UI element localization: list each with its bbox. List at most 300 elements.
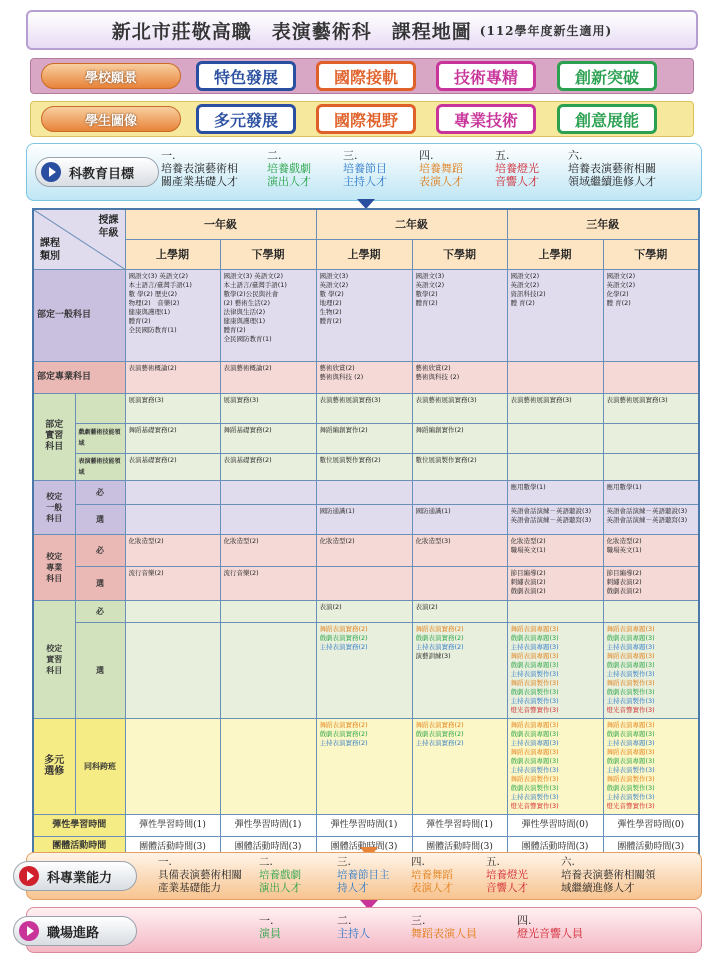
goal-line: 領域繼續進修人才 <box>568 175 656 188</box>
goal-line: 培養表演藝術相關領 <box>561 869 656 881</box>
course-item: 表演藝術展演實務(3) <box>510 395 572 404</box>
course-cell <box>125 453 220 480</box>
course-item: 藝術與科技 (2) <box>319 372 364 381</box>
course-item: 藝術與科技 (2) <box>415 372 460 381</box>
course-cell <box>125 622 220 718</box>
goal-num: 五. <box>495 149 510 162</box>
semester-header: 下學期 <box>603 239 699 269</box>
vision-item <box>436 61 536 91</box>
category-label <box>75 393 125 423</box>
course-item: 表演基礎實務(2) <box>128 455 177 464</box>
course-cell <box>316 480 412 504</box>
goal-item <box>158 856 242 895</box>
category-label: 必 <box>75 600 125 622</box>
course-cell <box>507 534 603 566</box>
course-cell <box>603 504 699 534</box>
course-item: 舞蹈表演專題(3) <box>510 747 559 756</box>
goal-line: 培養節目 <box>343 162 387 175</box>
time-cell: 團體活動時間(3) <box>125 836 220 858</box>
course-item: 化妝造型(2) <box>319 536 355 545</box>
time-cell: 彈性學習時間(1) <box>316 814 412 836</box>
goal-item <box>259 856 301 895</box>
vision-item-text: 技術專精 <box>453 67 518 87</box>
student-item <box>196 104 296 134</box>
goal-item <box>337 856 390 895</box>
goal-line: 產業基礎能力 <box>158 882 221 894</box>
vision-item <box>316 61 416 91</box>
goal-num: 一. <box>158 856 172 868</box>
course-item: 英語會話演練－英語聽說(3) <box>510 506 592 515</box>
course-item: 主持表演專題(3) <box>510 738 559 747</box>
goal-line: 域繼續進修人才 <box>561 882 635 894</box>
course-item: 舞蹈表演專題(3) <box>510 720 559 729</box>
career-text: 主持人 <box>337 927 370 940</box>
course-item: 英語文(2) <box>415 280 445 289</box>
course-item: 戲劇表演實務(2) <box>415 633 464 642</box>
course-cell <box>125 504 220 534</box>
time-cell: 彈性學習時間(1) <box>125 814 220 836</box>
semester-header: 下學期 <box>412 239 507 269</box>
career-item <box>259 914 281 940</box>
title-main: 新北市莊敬高職 表演藝術科 課程地圖 <box>111 20 472 43</box>
course-cell <box>316 393 412 423</box>
course-cell <box>220 718 316 814</box>
professional-ability-panel <box>26 852 702 900</box>
course-cell <box>125 393 220 423</box>
category-label: 部定實習科目 <box>33 393 75 480</box>
course-item: 戲劇表演專題(3) <box>510 633 559 642</box>
goal-line: 表演人才 <box>411 882 453 894</box>
goal-item <box>495 149 539 188</box>
course-item: 國防通識(1) <box>415 506 451 515</box>
course-item: 戲劇表演製作(3) <box>606 783 655 792</box>
education-goals-label <box>35 157 159 187</box>
ability-label-text: 科專業能力 <box>47 870 113 886</box>
goal-line: 培養舞蹈 <box>411 869 453 881</box>
school-vision-row <box>30 58 694 94</box>
career-item <box>337 914 370 940</box>
course-item: 戲劇表演實務(2) <box>319 633 368 642</box>
course-item: 燈光音響實作(3) <box>606 801 655 810</box>
goal-num: 四. <box>419 149 434 162</box>
course-item: 舞蹈表演實務(2) <box>319 720 368 729</box>
course-item: 表演藝術展演實務(3) <box>606 395 668 404</box>
goal-num: 三. <box>337 856 351 868</box>
goal-line: 音響人才 <box>486 882 528 894</box>
course-cell <box>316 423 412 453</box>
course-cell <box>412 622 507 718</box>
course-item: 戲劇表演製作(3) <box>606 687 655 696</box>
course-cell <box>220 566 316 600</box>
course-cell <box>412 504 507 534</box>
course-item: 體育(2) <box>128 316 151 325</box>
course-cell <box>507 453 603 480</box>
semester-header: 上學期 <box>125 239 220 269</box>
course-item: 化妝造型(2) <box>223 536 259 545</box>
goal-line: 培養戲劇 <box>267 162 311 175</box>
goal-item <box>568 149 656 188</box>
course-item: 舞蹈基礎實務(2) <box>223 425 272 434</box>
course-item: 主持表演製作(3) <box>606 792 655 801</box>
course-item: 戲劇表演實務(2) <box>415 729 464 738</box>
course-cell <box>507 504 603 534</box>
course-item: 地理(2) <box>319 298 342 307</box>
career-num: 二. <box>337 914 352 927</box>
course-cell <box>412 393 507 423</box>
course-item: 國防通識(1) <box>319 506 355 515</box>
category-label: 彈性學習時間 <box>33 814 125 836</box>
course-item: 流行音樂(2) <box>223 568 259 577</box>
course-item: 職場英文(1) <box>510 545 546 554</box>
course-cell <box>412 566 507 600</box>
course-item: 數位展演製作實務(2) <box>319 455 381 464</box>
course-cell <box>220 393 316 423</box>
student-item-text: 國際視野 <box>333 110 398 130</box>
course-cell <box>603 269 699 361</box>
course-item: 體 育(2) <box>510 298 535 307</box>
goal-num: 六. <box>561 856 575 868</box>
course-item: 表演(2) <box>415 602 438 611</box>
category-label: 校定實習科目 <box>33 600 75 718</box>
course-item: 體育(2) <box>415 298 438 307</box>
curriculum-table <box>32 208 700 859</box>
career-item <box>517 914 583 940</box>
category-label: 部定專業科目 <box>33 361 125 393</box>
course-item: 化學(2) <box>606 289 629 298</box>
student-item-text: 多元發展 <box>213 110 278 130</box>
goal-line: 表演人才 <box>419 175 463 188</box>
course-cell <box>412 361 507 393</box>
course-item: 體育(2) <box>223 325 246 334</box>
course-item: 生物(2) <box>319 307 342 316</box>
category-label: 多元選修 <box>33 718 75 814</box>
course-cell <box>316 718 412 814</box>
time-cell: 團體活動時間(3) <box>507 836 603 858</box>
semester-header: 上學期 <box>316 239 412 269</box>
course-item: 數位展演製作實務(2) <box>415 455 477 464</box>
course-item: 燈光音響實作(3) <box>510 801 559 810</box>
table-corner <box>33 209 125 269</box>
course-item: 舞蹈編創實作(2) <box>415 425 464 434</box>
time-cell: 團體活動時間(3) <box>316 836 412 858</box>
vision-item <box>196 61 296 91</box>
course-cell <box>125 423 220 453</box>
course-item: 化妝造型(3) <box>415 536 451 545</box>
goal-line: 持人才 <box>337 882 369 894</box>
course-item: 舞蹈表演實務(2) <box>319 624 368 633</box>
goal-line: 培養節目主 <box>337 869 390 881</box>
course-item: 化妝造型(2) <box>606 536 642 545</box>
course-item: 主持表演製作(3) <box>510 696 559 705</box>
course-item: 刺繡表演(2) <box>606 577 642 586</box>
goal-item <box>486 856 528 895</box>
course-cell <box>412 534 507 566</box>
course-cell <box>412 480 507 504</box>
category-label: 校定專業科目 <box>33 534 75 600</box>
course-item: 戲劇表演專題(3) <box>510 729 559 738</box>
course-item: 戲劇表演專題(3) <box>606 660 655 669</box>
course-cell <box>125 534 220 566</box>
course-cell <box>603 393 699 423</box>
professional-ability-label <box>13 861 137 891</box>
course-item: 舞蹈基礎實務(2) <box>128 425 177 434</box>
vision-item-text: 創新突破 <box>574 67 639 87</box>
course-item: 數 學(2) <box>319 289 344 298</box>
goal-item <box>343 149 387 188</box>
course-item: 燈光音響實作(3) <box>606 705 655 714</box>
course-item: 戲劇表演製作(3) <box>510 783 559 792</box>
course-item: 全民國防教育(1) <box>223 334 272 343</box>
career-num: 四. <box>517 914 532 927</box>
course-cell <box>507 269 603 361</box>
play-icon <box>19 921 39 941</box>
course-cell <box>125 718 220 814</box>
course-item: 舞蹈表演專題(3) <box>510 651 559 660</box>
time-cell: 彈性學習時間(0) <box>603 814 699 836</box>
course-cell <box>220 480 316 504</box>
course-item: 主持表演製作(3) <box>510 669 559 678</box>
career-path-panel <box>26 907 702 953</box>
corner-left1: 課程 <box>40 237 60 249</box>
course-cell <box>220 534 316 566</box>
goal-line: 關產業基礎人才 <box>161 175 238 188</box>
course-item: 主持表演專題(3) <box>606 738 655 747</box>
goal-num: 四. <box>411 856 425 868</box>
course-cell <box>507 622 603 718</box>
year-header: 三年級 <box>507 209 699 239</box>
course-cell <box>220 361 316 393</box>
corner-top1: 授課 <box>98 215 119 226</box>
course-cell <box>316 600 412 622</box>
course-item: 應用數學(1) <box>606 482 642 491</box>
category-label: 表演藝術技能領域 <box>75 453 125 480</box>
course-item: 舞蹈表演專題(3) <box>606 720 655 729</box>
course-cell <box>316 622 412 718</box>
course-cell <box>316 504 412 534</box>
course-item: 主持表演製作(3) <box>510 765 559 774</box>
goal-num: 三. <box>343 149 358 162</box>
student-item <box>436 104 536 134</box>
category-label: 同科跨班 <box>75 718 125 814</box>
goal-num: 六. <box>568 149 583 162</box>
course-item: 英語會話演練－英語聽寫(3) <box>510 515 592 524</box>
course-item: 英語會話演練－英語聽寫(3) <box>606 515 688 524</box>
course-cell <box>125 480 220 504</box>
category-label: 必 <box>75 534 125 566</box>
course-cell <box>316 269 412 361</box>
course-cell <box>316 453 412 480</box>
goal-line: 主持人才 <box>343 175 387 188</box>
school-vision-label: 學校願景 <box>41 63 181 89</box>
course-item: 舞蹈表演專題(3) <box>510 624 559 633</box>
course-item: 展演實務(3) <box>223 395 259 404</box>
course-item: 本土語言/臺灣手語(1) <box>128 280 192 289</box>
career-num: 一. <box>259 914 274 927</box>
course-cell <box>603 453 699 480</box>
course-cell <box>220 269 316 361</box>
page-title <box>26 10 698 50</box>
course-cell <box>507 393 603 423</box>
course-item: 舞蹈表演實務(2) <box>415 624 464 633</box>
course-item: 國語文(2) <box>510 271 540 280</box>
year-header: 一年級 <box>125 209 316 239</box>
course-item: 英語文(2) <box>606 280 636 289</box>
course-item: 英語文(2) <box>319 280 349 289</box>
semester-header: 下學期 <box>220 239 316 269</box>
course-item: 戲劇表演專題(3) <box>606 633 655 642</box>
goal-item <box>161 149 238 188</box>
course-item: 主持表演專題(3) <box>606 642 655 651</box>
career-path-label <box>13 916 137 946</box>
course-item: 健康與護理(1) <box>128 307 171 316</box>
student-item <box>316 104 416 134</box>
career-text: 舞蹈表演人員 <box>411 927 477 940</box>
goal-num: 五. <box>486 856 500 868</box>
course-item: 戲劇表演專題(3) <box>606 756 655 765</box>
time-cell: 團體活動時間(3) <box>220 836 316 858</box>
course-item: 展演實務(3) <box>128 395 164 404</box>
category-label: 校定一般科目 <box>33 480 75 534</box>
course-cell <box>316 534 412 566</box>
course-item: 主持表演實務(2) <box>319 738 368 747</box>
course-item: 健康與護理(1) <box>223 316 266 325</box>
course-cell <box>507 566 603 600</box>
goal-item <box>267 149 311 188</box>
course-cell <box>220 423 316 453</box>
year-header: 二年級 <box>316 209 507 239</box>
goal-line: 培養表演藝術相關 <box>568 162 656 175</box>
course-item: 表演藝術展演實務(3) <box>415 395 477 404</box>
course-item: 化妝造型(2) <box>510 536 546 545</box>
course-item: 藝術欣賞(2) <box>415 363 451 372</box>
career-item <box>411 914 477 940</box>
course-item: 表演基礎實務(2) <box>223 455 272 464</box>
course-cell <box>507 480 603 504</box>
goal-line: 培養表演藝術相 <box>161 162 238 175</box>
course-cell <box>603 480 699 504</box>
course-cell <box>220 622 316 718</box>
course-item: 主持表演實務(2) <box>415 738 464 747</box>
student-portrait-row <box>30 101 694 137</box>
category-label: 選 <box>75 622 125 718</box>
career-num: 三. <box>411 914 426 927</box>
course-item: 舞蹈編創實作(2) <box>319 425 368 434</box>
course-cell <box>603 600 699 622</box>
goal-num: 一. <box>161 149 176 162</box>
title-note: (112學年度新生適用) <box>479 23 613 38</box>
course-item: 數學(2)公民與社會 <box>223 289 279 298</box>
course-item: 全民國防教育(1) <box>128 325 177 334</box>
time-cell: 彈性學習時間(1) <box>412 814 507 836</box>
course-item: 燈光音響實作(3) <box>510 705 559 714</box>
goal-line: 演出人才 <box>267 175 311 188</box>
course-item: 資訊科技(2) <box>510 289 546 298</box>
course-item: 藝術欣賞(2) <box>319 363 355 372</box>
course-item: 戲劇表演專題(3) <box>606 729 655 738</box>
course-item: 舞蹈表演專題(3) <box>606 624 655 633</box>
course-item: 舞蹈表演製作(3) <box>510 678 559 687</box>
course-item: 主持表演製作(3) <box>606 669 655 678</box>
career-label-text: 職場進路 <box>47 925 100 941</box>
course-item: 舞蹈表演製作(3) <box>510 774 559 783</box>
course-cell <box>603 622 699 718</box>
course-item: 表演藝術展演實務(3) <box>319 395 381 404</box>
course-item: (2) 藝術生活(2) <box>223 298 270 307</box>
goal-line: 音響人才 <box>495 175 539 188</box>
course-item: 數 學(2) 歷史(2) <box>128 289 178 298</box>
course-item: 舞蹈表演製作(3) <box>606 678 655 687</box>
course-item: 舞蹈表演實務(2) <box>415 720 464 729</box>
semester-header: 上學期 <box>507 239 603 269</box>
course-item: 職場英文(1) <box>606 545 642 554</box>
category-label: 必 <box>75 480 125 504</box>
course-item: 國語文(3) <box>319 271 349 280</box>
course-item: 戲劇表演專題(3) <box>510 756 559 765</box>
career-text: 燈光音響人員 <box>517 927 583 940</box>
course-item: 國語文(2) <box>606 271 636 280</box>
course-cell <box>412 600 507 622</box>
goal-line: 培養戲劇 <box>259 869 301 881</box>
corner-top2: 年級 <box>98 228 119 239</box>
course-item: 舞蹈表演製作(3) <box>606 774 655 783</box>
course-item: 本土語言/臺灣手語(1) <box>223 280 287 289</box>
goal-line: 培養燈光 <box>486 869 528 881</box>
category-label: 戲劇藝術技能領域 <box>75 423 125 453</box>
course-item: 主持表演專題(3) <box>510 642 559 651</box>
course-item: 應用數學(1) <box>510 482 546 491</box>
course-item: 英語文(2) <box>510 280 540 289</box>
course-cell <box>125 269 220 361</box>
course-cell <box>220 600 316 622</box>
student-item <box>557 104 657 134</box>
course-item: 戲劇表演(2) <box>510 586 546 595</box>
vision-item-text: 國際接軌 <box>333 67 398 87</box>
category-label: 選 <box>75 504 125 534</box>
time-cell: 團體活動時間(3) <box>603 836 699 858</box>
course-cell <box>412 718 507 814</box>
course-item: 表演(2) <box>319 602 342 611</box>
vision-item-text: 特色發展 <box>213 67 278 87</box>
course-item: 流行音樂(2) <box>128 568 164 577</box>
course-item: 主持表演實務(2) <box>319 642 368 651</box>
course-item: 國語文(3) 英語文(2) <box>223 271 283 280</box>
course-cell <box>125 566 220 600</box>
course-cell <box>316 566 412 600</box>
education-goals-panel <box>26 143 702 201</box>
course-item: 數學(2) <box>415 289 438 298</box>
category-label: 部定一般科目 <box>33 269 125 361</box>
course-cell <box>125 600 220 622</box>
course-item: 舞蹈表演專題(3) <box>606 747 655 756</box>
course-cell <box>507 600 603 622</box>
goal-num: 二. <box>267 149 282 162</box>
course-item: 表演藝術概論(2) <box>128 363 177 372</box>
course-cell <box>412 269 507 361</box>
category-label: 團體活動時間 <box>33 836 125 858</box>
course-item: 表演藝術概論(2) <box>223 363 272 372</box>
course-item: 主持表演製作(3) <box>606 765 655 774</box>
time-cell: 彈性學習時間(1) <box>220 814 316 836</box>
course-item: 化妝造型(2) <box>128 536 164 545</box>
course-item: 物理(2) 音樂(2) <box>128 298 180 307</box>
course-item: 主持表演實務(2) <box>415 642 464 651</box>
course-item: 國語文(3) <box>415 271 445 280</box>
course-cell <box>412 423 507 453</box>
course-item: 法律與生活(2) <box>223 307 266 316</box>
goal-line: 具備表演藝術相關 <box>158 869 242 881</box>
course-cell <box>316 361 412 393</box>
goal-line: 培養燈光 <box>495 162 539 175</box>
